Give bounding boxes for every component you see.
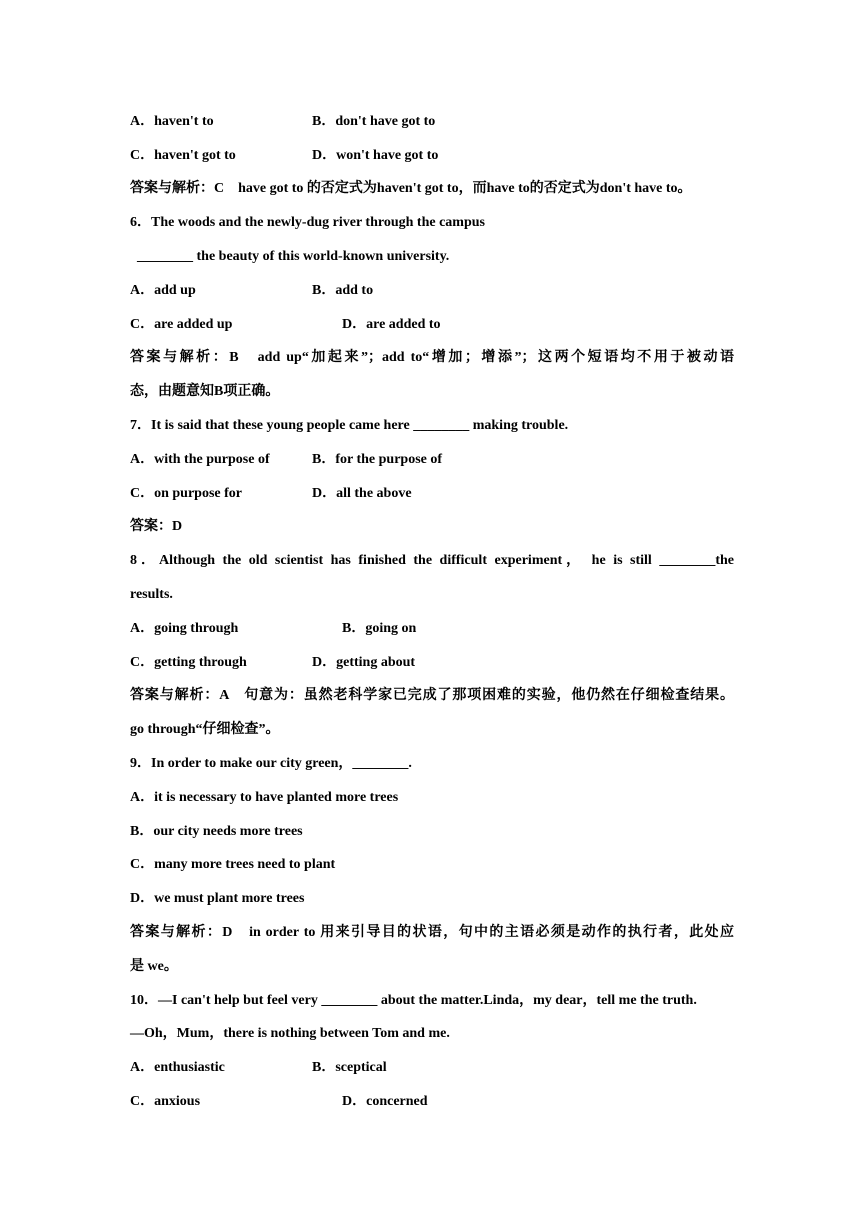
q5-option-a: A．haven't to: [130, 114, 214, 129]
q6-option-c: C．are added up: [130, 317, 233, 332]
q10-option-c: C．anxious: [130, 1094, 201, 1109]
q7-options-cd: [130, 484, 734, 504]
q6-options-cd: [130, 315, 734, 335]
q10-options-cd: [130, 1092, 734, 1112]
q6-stem-line1: 6．The woods and the newly-dug river through the campus: [130, 215, 485, 230]
q9-answer-line2: 是 we。: [130, 959, 178, 974]
q5-options-ab: [130, 112, 734, 132]
q8-option-c: C．getting through: [130, 655, 247, 670]
q7-option-b: B．for the purpose of: [312, 452, 443, 467]
q10-stem-line2: —Oh，Mum，there is nothing between Tom and me.: [130, 1026, 450, 1041]
q8-stem-line2: results.: [130, 587, 173, 602]
q5-answer: 答案与解析：C have got to 的否定式为haven't got to，而have to的否定式为don't have to。: [130, 181, 692, 196]
q7-stem: 7．It is said that these young people came here ________ making trouble.: [130, 418, 569, 433]
q10-options-ab: [130, 1058, 734, 1078]
q6-options-ab: [130, 281, 734, 301]
q5-option-b: B．don't have got to: [312, 114, 436, 129]
q8-answer-line1: 答案与解析：A 句意为：虽然老科学家已完成了那项困难的实验，他仍然在仔细检查结果。: [130, 688, 734, 703]
q9-option-a: A．it is necessary to have planted more trees: [130, 790, 399, 805]
q7-options-ab: [130, 450, 734, 470]
q8-options-cd: [130, 653, 734, 673]
q6-stem-line2: ________ the beauty of this world-known university.: [137, 249, 450, 264]
q8-option-d: D．getting about: [312, 655, 416, 670]
q6-option-d: D．are added to: [342, 317, 441, 332]
q8-option-b: B．going on: [342, 621, 417, 636]
q6-option-a: A．add up: [130, 283, 196, 298]
q5-option-d: D．won't have got to: [312, 148, 439, 163]
q8-answer-line2: go through“仔细检查”。: [130, 722, 280, 737]
q7-option-c: C．on purpose for: [130, 486, 243, 501]
q9-option-c: C．many more trees need to plant: [130, 857, 336, 872]
q9-stem: 9．In order to make our city green，________.: [130, 756, 412, 771]
q9-answer-line1: 答案与解析：D in order to 用来引导目的状语，句中的主语必须是动作的执行者，此处应: [130, 925, 734, 940]
q10-option-d: D．concerned: [342, 1094, 428, 1109]
q8-stem-line1: 8．Although the old scientist has finished the difficult experiment， he is still ________the: [130, 553, 734, 568]
q10-option-a: A．enthusiastic: [130, 1060, 225, 1075]
q7-option-a: A．with the purpose of: [130, 452, 270, 467]
q5-options-cd: [130, 146, 734, 166]
q8-option-a: A．going through: [130, 621, 239, 636]
q7-answer: 答案：D: [130, 519, 183, 534]
q9-option-b: B．our city needs more trees: [130, 824, 303, 839]
q8-options-ab: [130, 619, 734, 639]
q6-answer-line2: 态，由题意知B项正确。: [130, 384, 280, 399]
q10-stem-line1: 10．—I can't help but feel very ________ about the matter.Linda，my dear，tell me the truth.: [130, 993, 697, 1008]
q6-answer-line1: 答案与解析：B add up“加起来”；add to“增加；增添”；这两个短语均不用于被动语: [130, 350, 734, 365]
q9-option-d: D．we must plant more trees: [130, 891, 305, 906]
q7-option-d: D．all the above: [312, 486, 412, 501]
q6-option-b: B．add to: [312, 283, 374, 298]
q5-option-c: C．haven't got to: [130, 148, 236, 163]
q10-option-b: B．sceptical: [312, 1060, 387, 1075]
